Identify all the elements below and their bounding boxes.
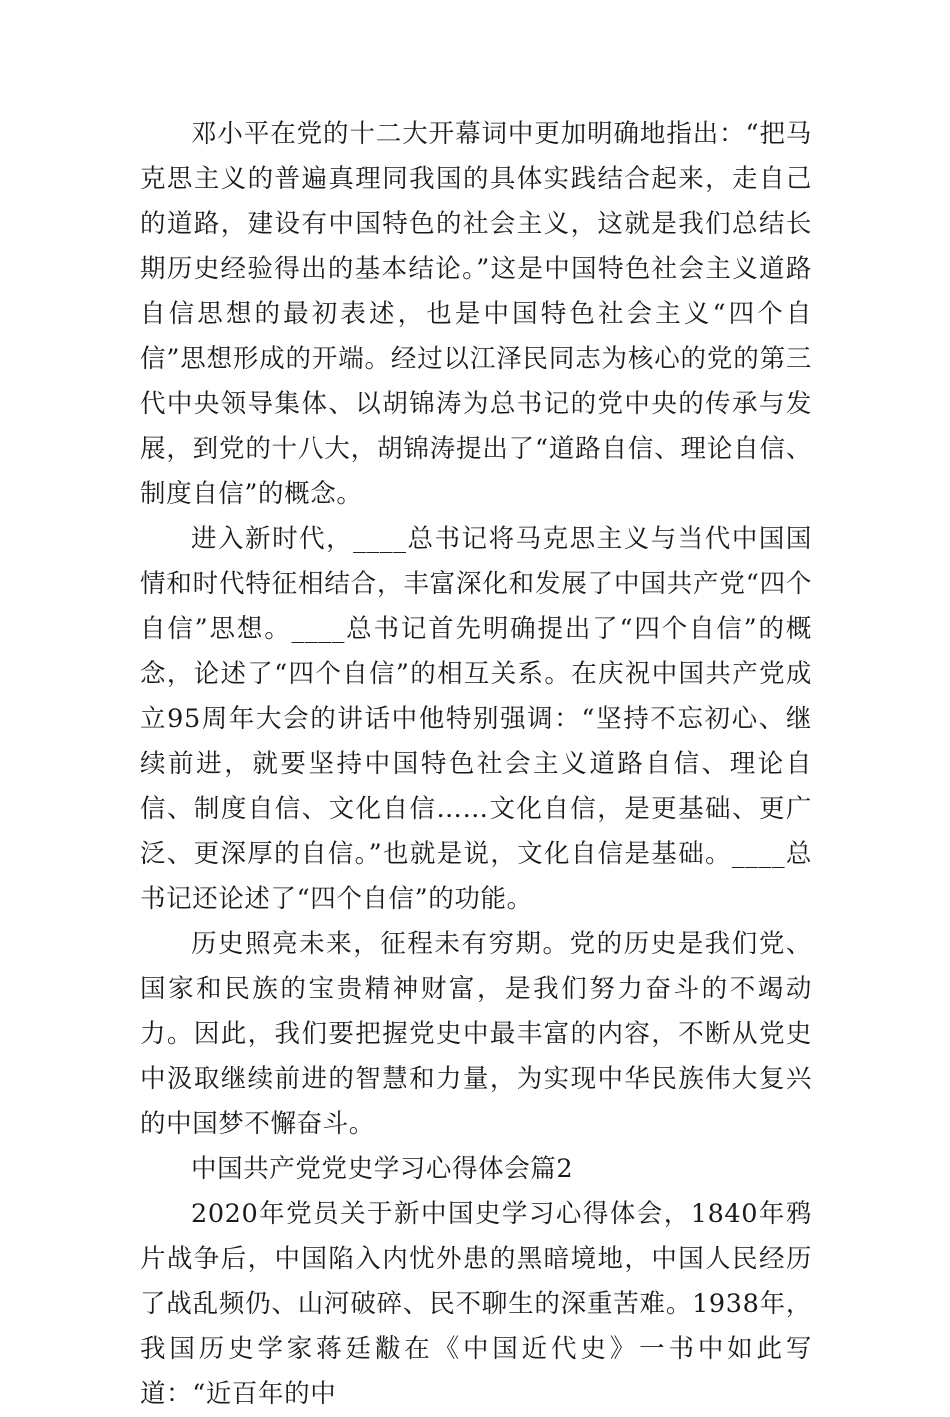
paragraph-2: 进入新时代，____总书记将马克思主义与当代中国国情和时代特征相结合，丰富深化和发展了中国共产党“四个自信”思想。____总书记首先明确提出了“四个自信”的概念，论述了“四个自信”的相互关系。在庆祝中国共产党成立95周年大会的讲话中他特别强调：“坚持不忘初心、继续前进，就要坚持中国特色社会主义道路自信、理论自信、制度自信、文化自信……文化自信，是更基础、更广泛、更深厚的自信。”也就是说，文化自信是基础。____总书记还论述了“四个自信”的功能。 (140, 524, 812, 914)
section-heading: 中国共产党党史学习心得体会篇2 (191, 1154, 574, 1184)
paragraph-1: 邓小平在党的十二大开幕词中更加明确地指出：“把马克思主义的普遍真理同我国的具体实践结合起来，走自己的道路，建设有中国特色的社会主义，这就是我们总结长期历史经验得出的基本结论。”这是中国特色社会主义道路自信思想的最初表述，也是中国特色社会主义“四个自信”思想形成的开端。经过以江泽民同志为核心的党的第三代中央领导集体、以胡锦涛为总书记的党中央的传承与发展，到党的十八大，胡锦涛提出了“道路自信、理论自信、制度自信”的概念。 (140, 119, 813, 509)
paragraph-3: 历史照亮未来，征程未有穷期。党的历史是我们党、国家和民族的宝贵精神财富，是我们努力奋斗的不竭动力。因此，我们要把握党史中最丰富的内容，不断从党史中汲取继续前进的智慧和力量，为实现中华民族伟大复兴的中国梦不懈奋斗。 (140, 929, 812, 1139)
document-body (140, 112, 812, 1417)
paragraph-4: 2020年党员关于新中国史学习心得体会，1840年鸦片战争后，中国陷入内忧外患的黑暗境地，中国人民经历了战乱频仍、山河破碎、民不聊生的深重苦难。1938年，我国历史学家蒋廷黻在《中国近代史》一书中如此写道：“近百年的中 (140, 1199, 812, 1409)
